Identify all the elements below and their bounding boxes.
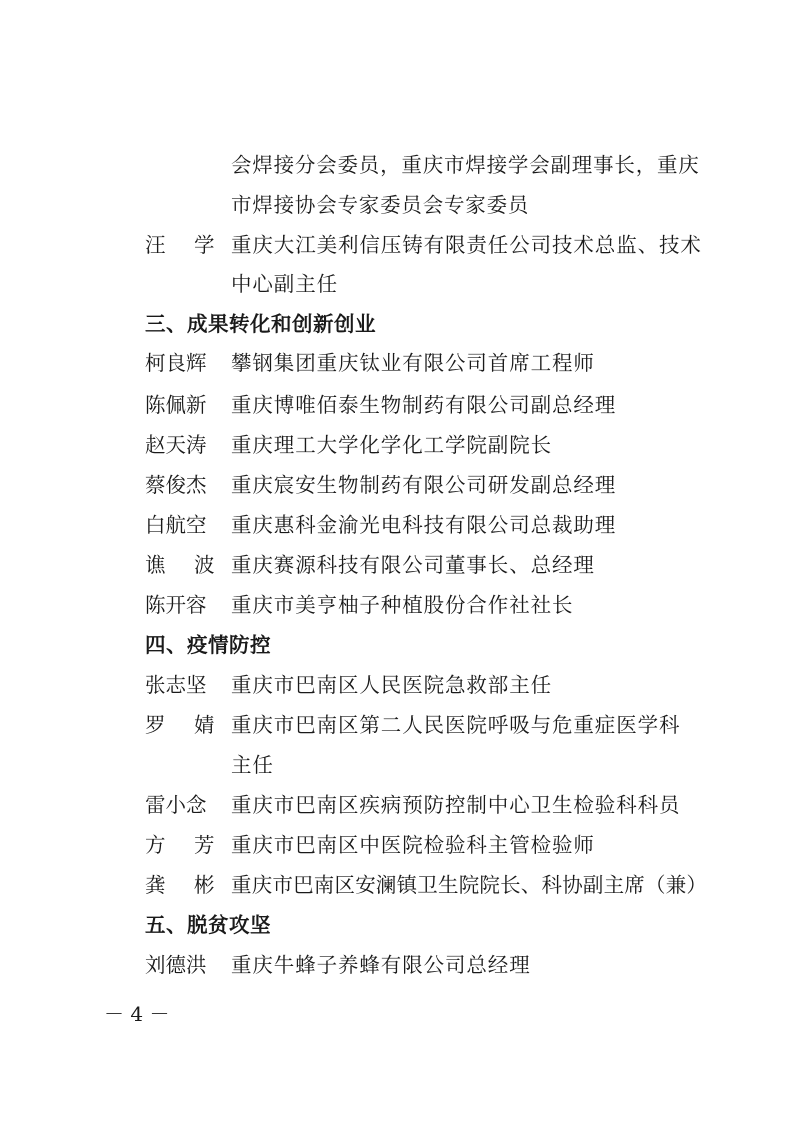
entry-description: 重庆大江美利信压铸有限责任公司技术总监、技术	[231, 233, 702, 257]
entry-description: 重庆市美亨柚子种植股份合作社社长	[231, 593, 574, 617]
section-heading: 五、脱贫攻坚	[145, 913, 271, 937]
section-heading: 四、疫情防控	[145, 633, 271, 657]
entry-description: 重庆市巴南区人民医院急救部主任	[231, 673, 552, 697]
entry-name-last: 婧	[194, 713, 215, 737]
entry-description: 重庆牛蜂子养蜂有限公司总经理	[231, 953, 531, 977]
entry-name-last: 波	[194, 553, 215, 577]
entry-description: 攀钢集团重庆钛业有限公司首席工程师	[231, 351, 595, 375]
entry-name: 雷小念	[145, 793, 207, 817]
entry-name: 赵天涛	[145, 433, 207, 457]
entry-name-first: 汪	[145, 233, 166, 257]
entry-description: 重庆市巴南区安澜镇卫生院院长、科协副主席（兼）	[231, 873, 708, 897]
entry-description: 重庆理工大学化学化工学院副院长	[231, 433, 552, 457]
entry-name-first: 谯	[145, 553, 166, 577]
entry-name-first: 罗	[145, 713, 166, 737]
entry-description: 重庆市巴南区第二人民医院呼吸与危重症医学科	[231, 713, 681, 737]
entry-name-first: 方	[145, 833, 166, 857]
entry-description-continued: 主任	[231, 753, 274, 777]
entry-description: 重庆宸安生物制药有限公司研发副总经理	[231, 473, 617, 497]
entry-description: 重庆赛源科技有限公司董事长、总经理	[231, 553, 595, 577]
entry-name: 陈佩新	[145, 393, 207, 417]
entry-name: 白航空	[145, 513, 207, 537]
entry-description-continued: 中心副主任	[231, 272, 338, 296]
entry-description: 重庆市巴南区疾病预防控制中心卫生检验科科员	[231, 793, 681, 817]
entry-description: 重庆市巴南区中医院检验科主管检验师	[231, 833, 595, 857]
continuation-line-2: 市焊接协会专家委员会专家委员	[231, 193, 530, 217]
entry-name-last: 学	[194, 233, 215, 257]
section-heading: 三、成果转化和创新创业	[145, 312, 376, 336]
entry-description: 重庆博唯佰泰生物制药有限公司副总经理	[231, 393, 617, 417]
entry-name: 蔡俊杰	[145, 473, 207, 497]
page-number: － 4 －	[104, 1002, 170, 1026]
entry-name: 刘德洪	[145, 953, 207, 977]
continuation-line-1: 会焊接分会委员，重庆市焊接学会副理事长，重庆	[231, 153, 700, 177]
entry-name-first: 龚	[145, 873, 166, 897]
entry-name: 陈开容	[145, 593, 207, 617]
entry-name-last: 芳	[194, 833, 215, 857]
entry-name: 柯良辉	[145, 351, 207, 375]
entry-description: 重庆惠科金渝光电科技有限公司总裁助理	[231, 513, 617, 537]
entry-name-last: 彬	[194, 873, 215, 897]
entry-name: 张志坚	[145, 673, 207, 697]
